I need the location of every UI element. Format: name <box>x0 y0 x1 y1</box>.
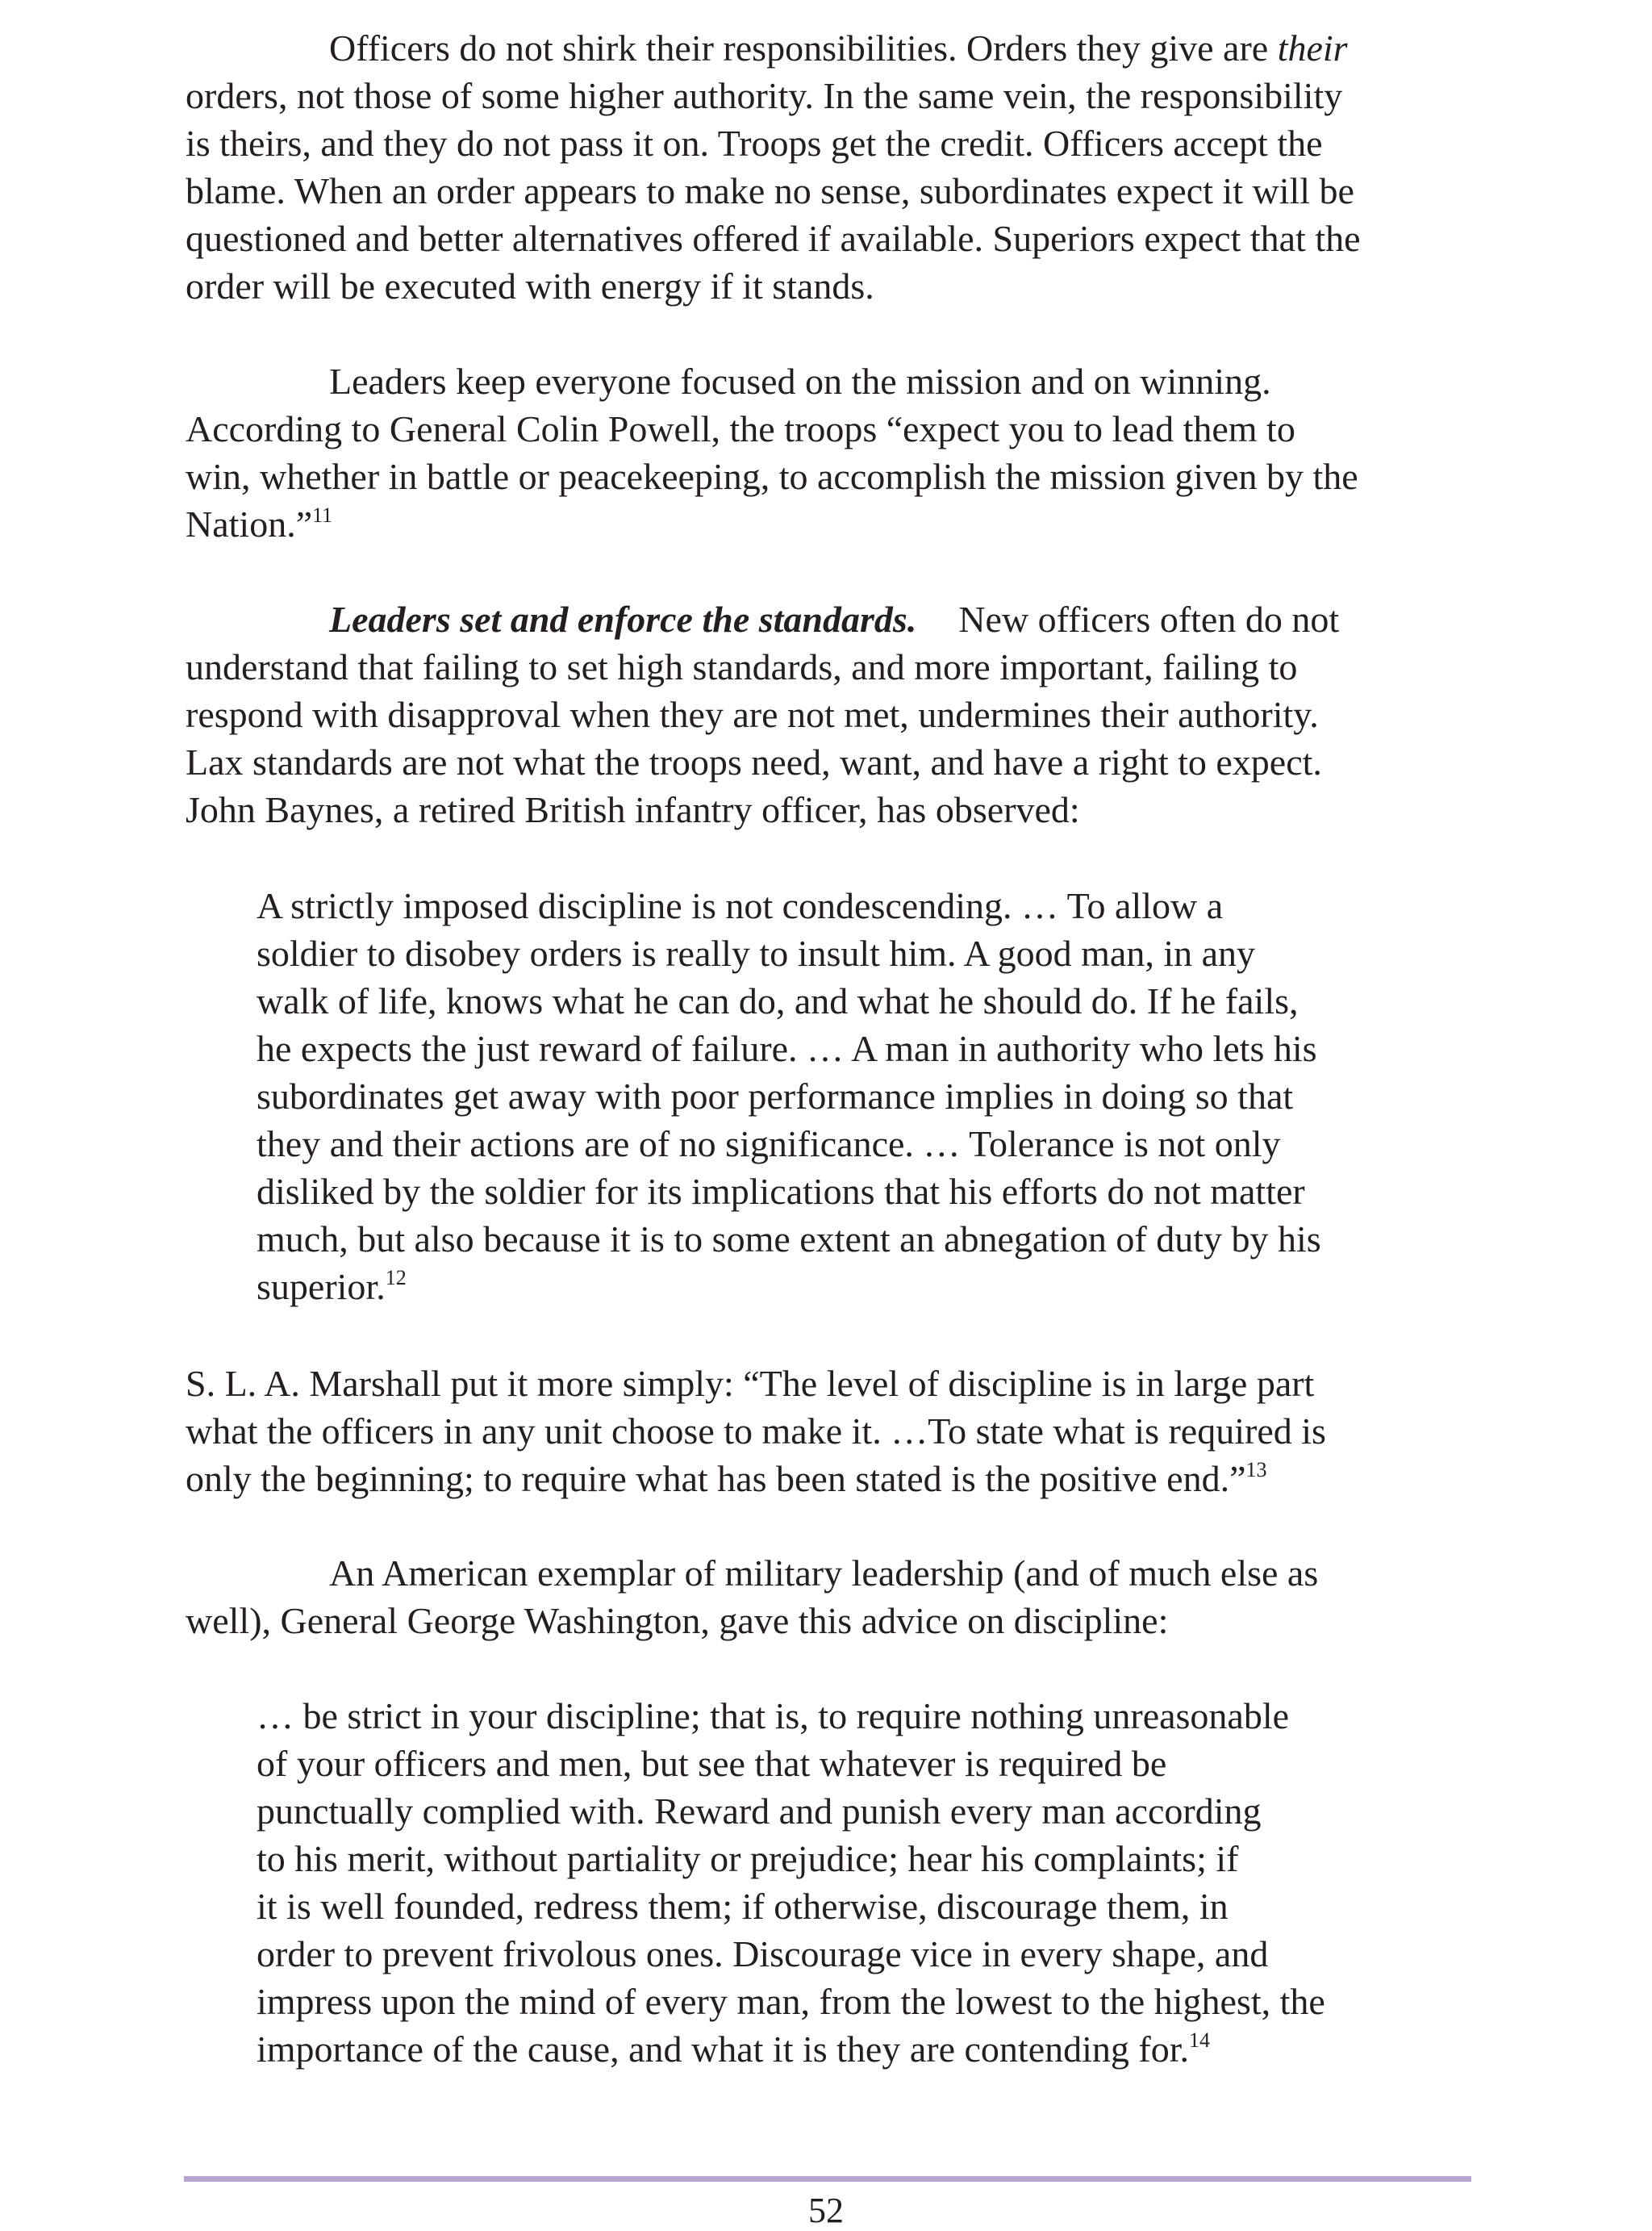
footnote-ref-14[interactable]: 14 <box>1189 2028 1210 2052</box>
footnote-ref-13[interactable]: 13 <box>1245 1458 1267 1481</box>
paragraph-standards: Leaders set and enforce the standards. New officers often do not understand that failing to set high standards, and more important, failing to respond with disapproval when they are not met, undermines their authority. Lax standards are not what the troops need, want, and have a right to expect. John Baynes, a retired British infantry officer, has observed: <box>186 599 1340 830</box>
paragraph-officers-responsibilities: Officers do not shirk their responsibilities. Orders they give are their orders, not those of some higher authority. In the same vein, the responsibility is theirs, and they do not pass it on. Troops get the credit. Officers accept the blame. When an order appears to make no sense, subordinates expect it will be questioned and better alternatives offered if available. Superiors expect that the order will be executed with energy if it stands. <box>186 27 1361 307</box>
footnote-ref-11[interactable]: 11 <box>312 503 333 527</box>
block-quote-baynes: A strictly imposed discipline is not condescending. … To allow a soldier to disobey orders is really to insult him. A good man, in any walk of life, knows what he can do, and what he should do. If he fails, he expects the just reward of failure. … A man in authority who lets his subordinates get away with poor performance implies in doing so that they and their actions are of no significance. … Tolerance is not only disliked by the soldier for its implications that his efforts do not matter much, but also because it is to some extent an abnegation of duty by his superior.$^{12}$ <box>257 885 1321 1307</box>
section-lead-heading: Leaders set and enforce the standards. <box>329 599 917 640</box>
paragraph-marshall: S. L. A. Marshall put it more simply: “The level of discipline is in large part what the officers in any unit choose to make it. …To state what is required is only the beginning; to require what has been stated is the positive end.”$^{13}$ <box>186 1363 1326 1499</box>
footnote-ref-12[interactable]: 12 <box>385 1266 407 1289</box>
footer-divider <box>184 2176 1471 2182</box>
page-number: 52 <box>808 2191 844 2230</box>
emphasis-their: their <box>1277 27 1348 69</box>
block-quote-washington: … be strict in your discipline; that is, to require nothing unreasonable of your officers and men, but see that whatever is required be punctually complied with. Reward and punish every man according to his merit, without partiality or prejudice; hear his complaints; if it is well founded, redress them; if otherwise, discourage them, in order to prevent frivolous ones. Discourage vice in every shape, and impress upon the mind of every man, from the lowest to the highest, the importance of the cause, and what it is they are contending for.$^{14}$ <box>257 1695 1325 2070</box>
paragraph-washington-intro: An American exemplar of military leadership (and of much else as well), General George Washington, gave this advice on discipline: <box>186 1552 1319 1641</box>
paragraph-mission-focus: Leaders keep everyone focused on the mission and on winning. According to General Colin Powell, the troops “expect you to lead them to win, whether in battle or peacekeeping, to accomplish the mission given by the Nation.”$^{11}$ <box>186 361 1358 545</box>
